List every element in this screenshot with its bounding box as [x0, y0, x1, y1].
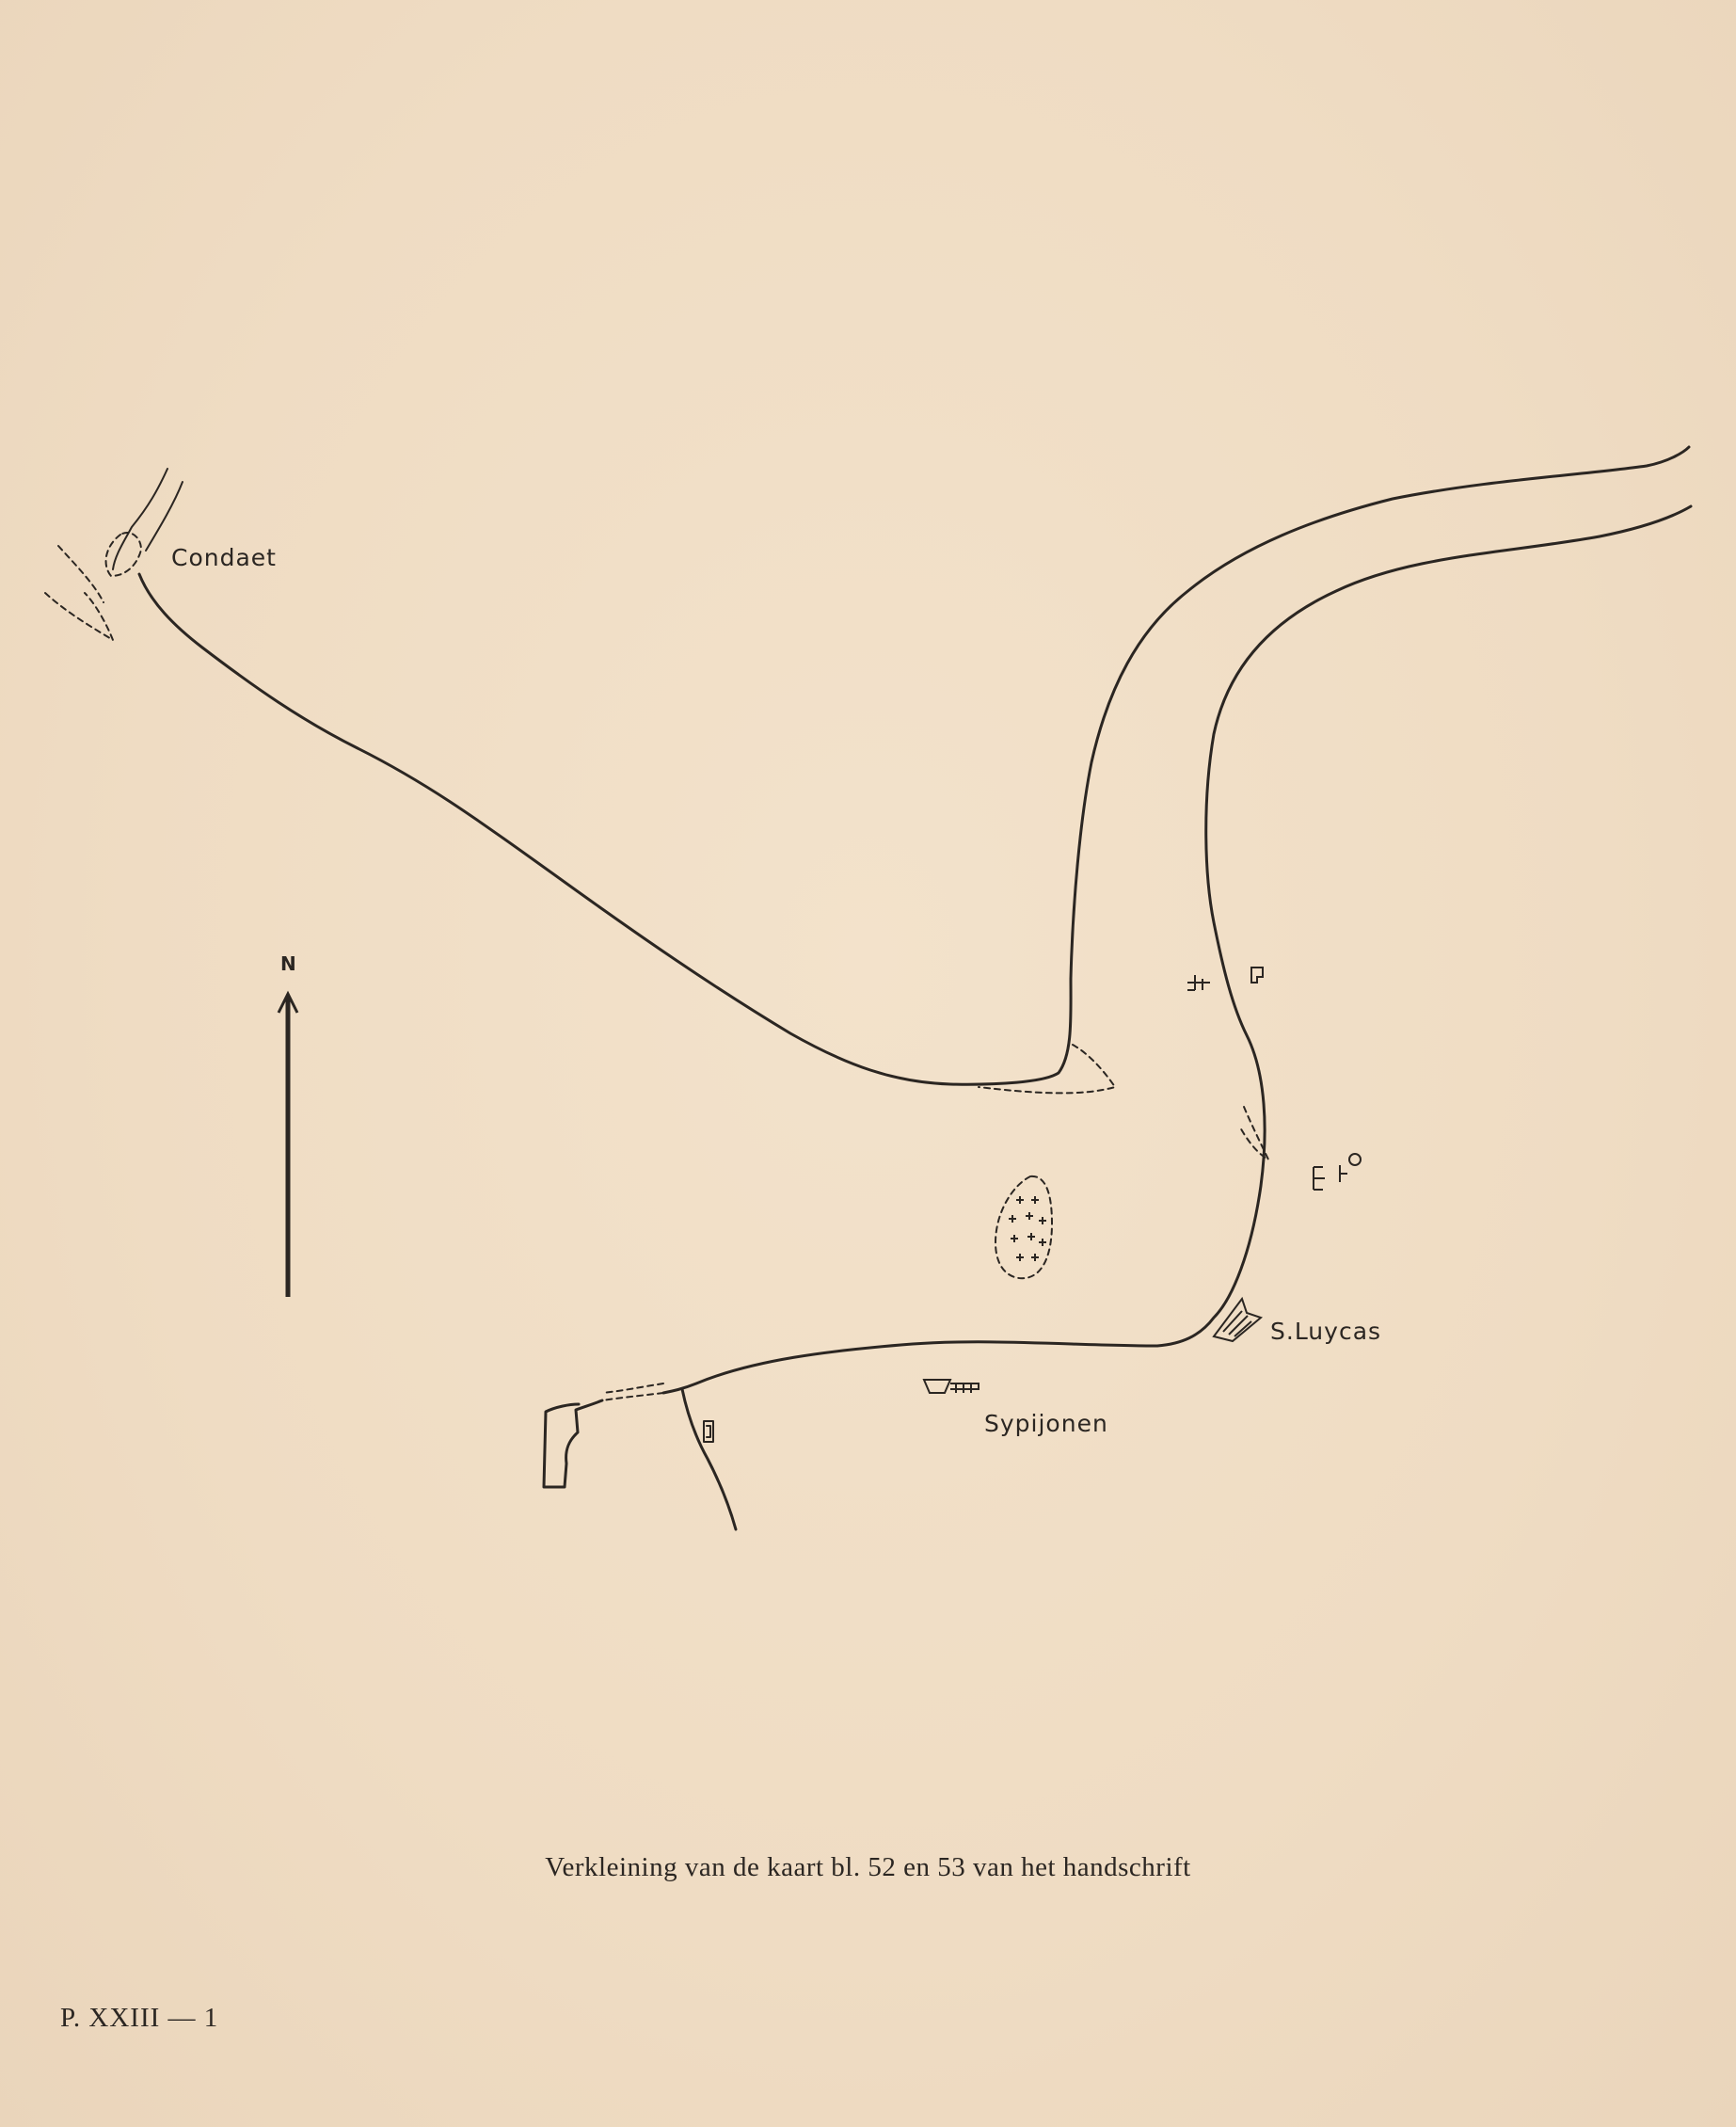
plate-number: P. XXIII — 1	[60, 2003, 219, 2033]
condaet-headland	[45, 469, 183, 640]
label-luycas: S.Luycas	[1270, 1318, 1382, 1345]
label-sypijonen: Sypijonen	[984, 1410, 1108, 1437]
north-arrow	[279, 994, 297, 1297]
river-east-bank	[663, 506, 1691, 1393]
coastline-west	[139, 574, 1071, 1084]
luycas-fort-symbol	[1214, 1299, 1261, 1341]
river-west-bank	[1071, 447, 1689, 979]
settlement-symbols-lower	[1314, 1154, 1361, 1190]
shoal-inlet	[979, 1045, 1115, 1093]
southwest-bay	[544, 1383, 736, 1529]
sypijonen-symbol	[924, 1380, 979, 1393]
island-with-crosses	[995, 1176, 1052, 1278]
label-condaet: Condaet	[171, 544, 277, 571]
map-caption: Verkleining van de kaart bl. 52 en 53 van het handschrift	[545, 1852, 1191, 1882]
north-letter: N	[280, 952, 296, 975]
